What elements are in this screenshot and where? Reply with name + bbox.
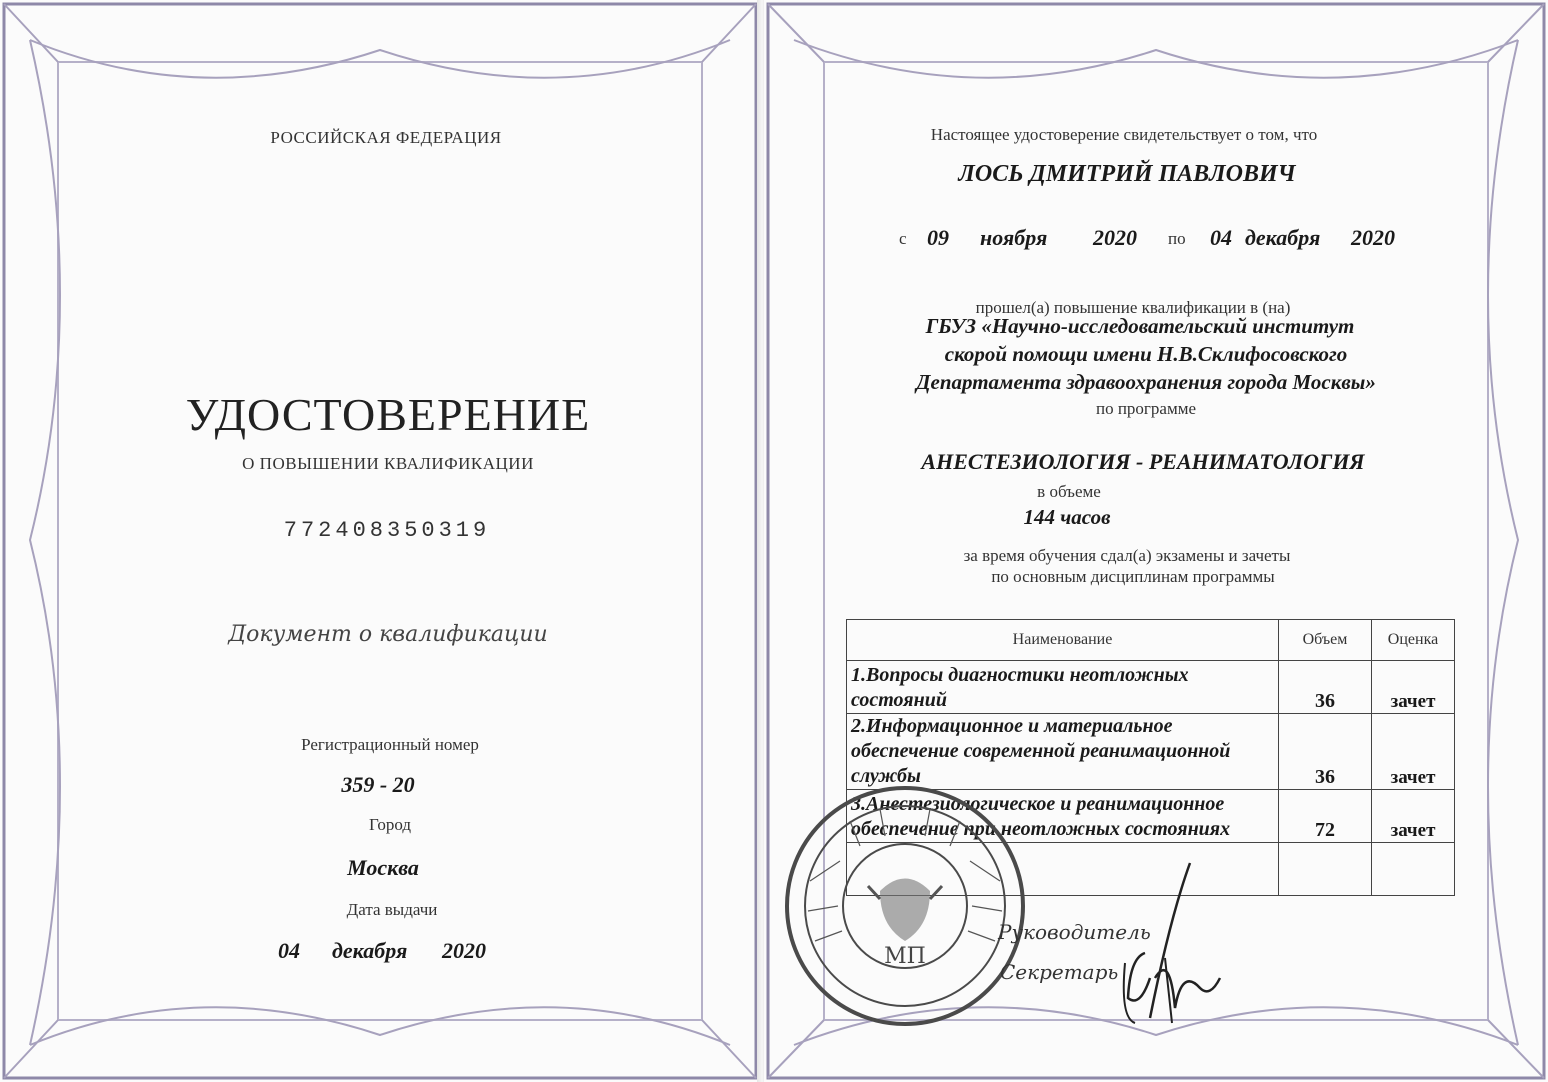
discipline-hours: 72 xyxy=(1279,790,1372,843)
period-from-year: 2020 xyxy=(1093,225,1137,250)
passed-text: прошел(а) повышение квалификации в (на) xyxy=(975,298,1291,317)
seal-mp: МП xyxy=(884,944,926,969)
period-from-word: с xyxy=(899,229,907,248)
document-title: УДОСТОВЕРЕНИЕ xyxy=(185,389,591,440)
header-grade: Оценка xyxy=(1372,620,1455,661)
org-line-1: ГБУЗ «Научно-исследовательский институт xyxy=(925,314,1355,338)
document-subtitle: О ПОВЫШЕНИИ КВАЛИФИКАЦИИ xyxy=(242,454,534,473)
header-name: Наименование xyxy=(847,620,1279,661)
volume-hours: 144 часов xyxy=(1023,505,1111,529)
discipline-grade: зачет xyxy=(1372,790,1455,843)
issue-date-year: 2020 xyxy=(442,938,486,963)
city-value: Москва xyxy=(347,855,419,880)
org-line-2: скорой помощи имени Н.В.Склифосовского xyxy=(944,342,1348,366)
serial-number: 772408350319 xyxy=(283,518,491,543)
country-label: РОССИЙСКАЯ ФЕДЕРАЦИЯ xyxy=(270,128,502,147)
exams-line-1: за время обучения сдал(а) экзамены и зачеты xyxy=(963,546,1291,565)
discipline-name: 2.Информационное и материальное обеспечение современной реанимационной службы xyxy=(847,714,1279,790)
document-type: Документ о квалификации xyxy=(228,622,548,647)
period-to-year: 2020 xyxy=(1351,225,1395,250)
table-row xyxy=(847,661,1455,714)
period-from-day: 09 xyxy=(927,225,949,250)
city-label: Город xyxy=(369,815,411,834)
exams-line-2: по основным дисциплинам программы xyxy=(991,567,1275,586)
reg-number-label: Регистрационный номер xyxy=(301,735,479,754)
person-name: ЛОСЬ ДМИТРИЙ ПАВЛОВИЧ xyxy=(958,161,1296,187)
table-row xyxy=(847,714,1455,790)
org-line-3: Департамента здравоохранения города Москвы» xyxy=(916,370,1376,394)
period-to-word: по xyxy=(1168,229,1186,248)
issue-date-month: декабря xyxy=(332,938,408,963)
period-to-month: декабря xyxy=(1245,225,1321,250)
period-to-day: 04 xyxy=(1210,225,1232,250)
discipline-hours: 36 xyxy=(1279,661,1372,714)
secretary-label: Секретарь xyxy=(1000,960,1119,984)
discipline-name: 1.Вопросы диагностики неотложных состояний xyxy=(847,661,1279,714)
volume-label: в объеме xyxy=(1037,482,1101,501)
discipline-grade: зачет xyxy=(1372,714,1455,790)
table-header-row xyxy=(847,620,1455,661)
head-label: Руководитель xyxy=(998,920,1151,944)
period-from-month: ноября xyxy=(980,225,1048,250)
program-label: по программе xyxy=(1095,399,1197,418)
discipline-name: 3.Анестезиологическое и реанимационное обеспечение при неотложных состояниях xyxy=(847,790,1279,843)
signature xyxy=(1110,858,1230,1028)
intro-text: Настоящее удостоверение свидетельствует о том, что xyxy=(930,125,1318,144)
official-seal xyxy=(780,781,1030,1031)
header-hours: Объем xyxy=(1279,620,1372,661)
issue-date-day: 04 xyxy=(278,938,300,963)
issue-date-label: Дата выдачи xyxy=(346,900,438,919)
reg-number: 359 - 20 xyxy=(341,772,415,797)
discipline-grade: зачет xyxy=(1372,661,1455,714)
discipline-hours: 36 xyxy=(1279,714,1372,790)
program-name: АНЕСТЕЗИОЛОГИЯ - РЕАНИМАТОЛОГИЯ xyxy=(921,449,1365,474)
